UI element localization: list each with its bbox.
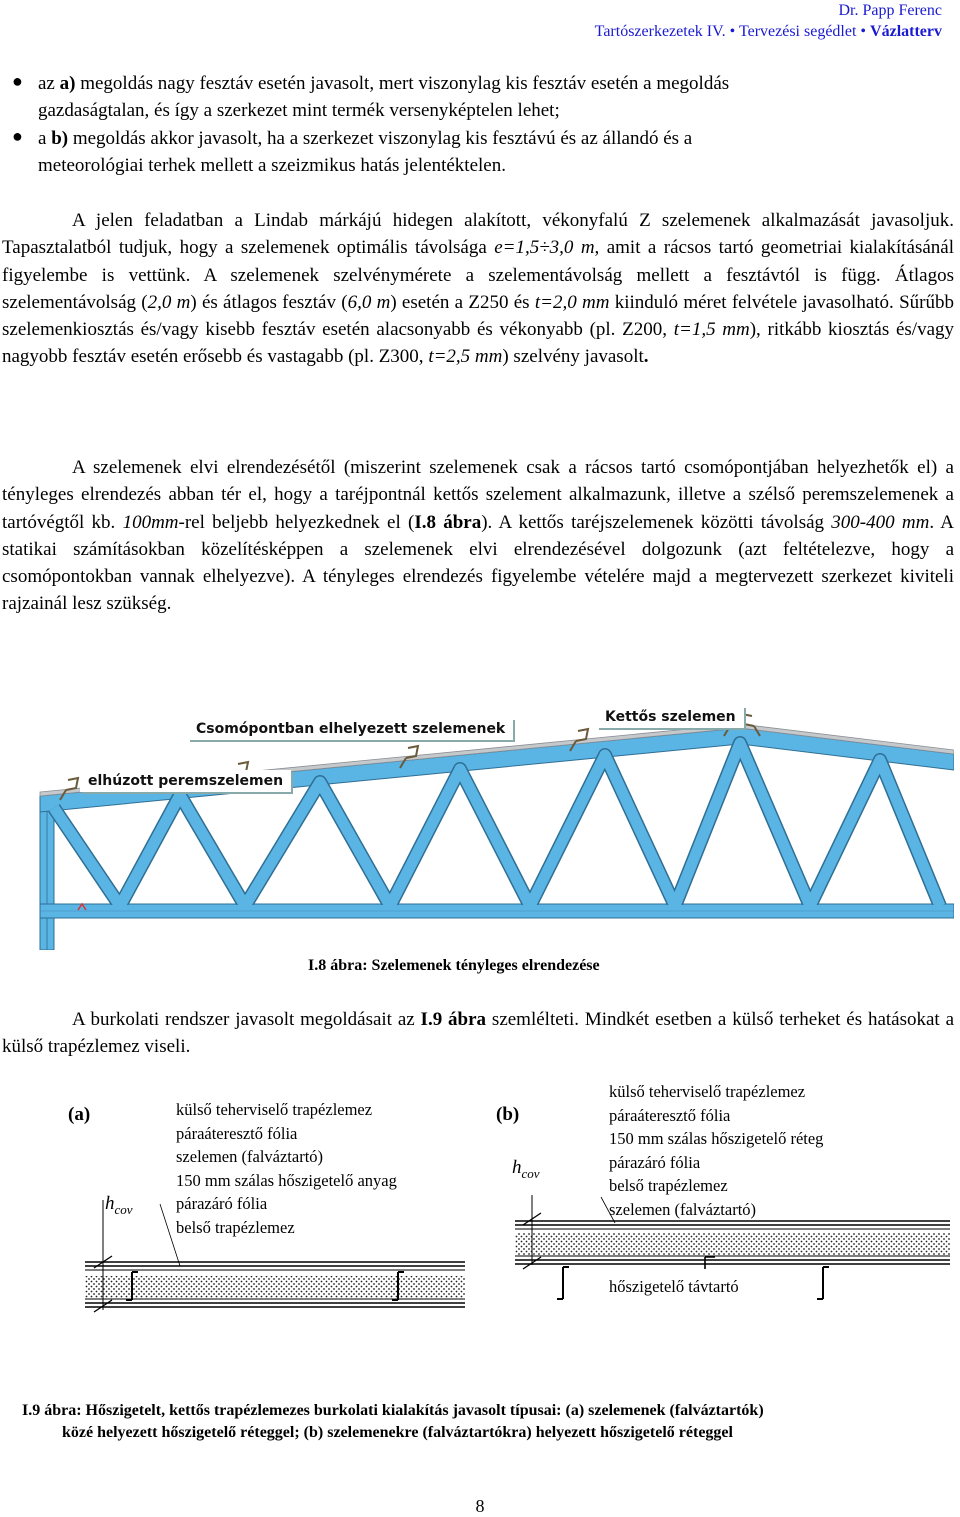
label-node-purlins: Csomópontban elhelyezett szelemenek: [188, 718, 513, 740]
header-author: Dr. Papp Ferenc: [838, 2, 942, 19]
layer-label: páraáteresztő fólia: [609, 1105, 731, 1125]
figure-caption-2-line-1: I.9 ábra: Hőszigetelt, kettős trapézlemezes burkolati kialakítás javasolt típusai: (a) szelemenek (falváztartók): [22, 1402, 764, 1419]
figure-a-tag: (a): [68, 1104, 91, 1125]
label-spacer: hőszigetelő távtartó: [609, 1277, 739, 1296]
bullet-dot: •: [729, 23, 739, 40]
header-course: Tartószerkezetek IV.: [594, 23, 726, 40]
figure-b-hcov: $h_{cov}$: [512, 1157, 540, 1181]
layer-label: szelemen (falváztartó): [609, 1199, 757, 1219]
header-doc-type: Tervezési segédlet: [738, 23, 857, 40]
label-edge-purlin: elhúzott peremszelemen: [80, 770, 291, 792]
label-double-purlin: Kettős szelemen: [597, 706, 744, 728]
layer-label: párazáró fólia: [176, 1194, 268, 1213]
cladding-section-b: [505, 1195, 955, 1315]
page-header: [595, 0, 942, 42]
paragraph-purlin-arrangement: A szelemenek elvi elrendezésétől (miszerint szelemenek csak a rácsos tartó csomópontjában helyezhetők el) a tényleges elrendezés abban tér el, hogy a taréjpontnál kettős szelement alkalmazunk, illetve a szélső peremszelemenek a tartóvégtől kb. 100mm-rel beljebb helyezkednek el (I.8 ábra). A kettős taréjszelemenek közötti távolság 300-400 mm. A statikai számításokban közelítésképpen a szelemenek elvi elrendezésével dolgozunk (azt feltételezve, hogy a csomópontokban vannak elhelyezve). A tényleges elrendezés figyelembe vételére majd a megtervezett szerkezet kiviteli rajzainál lesz szükség.: [2, 457, 955, 615]
purlin-b-2: [817, 1267, 829, 1299]
layer-label: 150 mm szálas hőszigetelő réteg: [609, 1129, 824, 1148]
figure-b-tag: (b): [496, 1104, 520, 1125]
bullet-1-line-1: az a) megoldás nagy fesztáv esetén javasolt, mert viszonylag kis fesztáv esetén a megoldás: [38, 73, 730, 94]
layer-label: belső trapézlemez: [609, 1176, 728, 1195]
figure-caption-2-line-2: közé helyezett hőszigetelő réteggel; (b) szelemenekre (falváztartókra) helyezett hőszigetelő réteggel: [62, 1424, 733, 1441]
purlin-b-1: [557, 1267, 569, 1299]
header-section: Vázlatterv: [870, 23, 942, 40]
figure-a-hcov: $h_{cov}$: [105, 1193, 133, 1217]
layer-label: 150 mm szálas hőszigetelő anyag: [176, 1170, 397, 1190]
bullet-dot: ●: [12, 71, 23, 91]
spacer: [705, 1257, 715, 1269]
layer-label: belső trapézlemez: [176, 1217, 295, 1237]
layer-label: párazáró fólia: [609, 1152, 701, 1172]
layer-label: külső teherviselő trapézlemez: [176, 1100, 373, 1119]
paragraph-purlins-recommendation: A jelen feladatban a Lindab márkájú hidegen alakított, vékonyfalú Z szelemenek alkalmazását javasoljuk. Tapasztalatból tudjuk, hogy a szelemenek optimális távolsága e=1,5÷3,0 m, amit a rácsos tartó geometriai kialakításánál figyelembe is vettünk. A szelemenek szelvénymérete a szelementávolság mellett a fesztávtól is függ. Átlagos szelementávolság (2,0 m) és átlagos fesztáv (6,0 m) esetén a Z250 és t=2,0 mm kiinduló méret felvétele javasolható. Sűrűbb szelemenkiosztás és/vagy kisebb fesztáv esetén alacsonyabb és vékonyabb (pl. Z200, t=1,5 mm), ritkább kiosztás és/vagy nagyobb fesztáv esetén erősebb és vastagabb (pl. Z300, t=2,5 mm) szelvény javasolt.: [2, 210, 955, 368]
header-subtitle: [595, 21, 942, 42]
bullet-2-line-1: a b) megoldás akkor javasolt, ha a szerkezet viszonylag kis fesztávú és az állandó és a: [38, 128, 693, 149]
bullet-dot: •: [860, 23, 871, 40]
figure-caption-1: I.8 ábra: Szelemenek tényleges elrendezése: [308, 957, 600, 974]
bullet-2-line-2: meteorológiai terhek mellett a szeizmikus hatás jelentéktelen.: [38, 155, 506, 176]
page-number: 8: [475, 1496, 485, 1516]
bullet-dot: ●: [12, 126, 23, 146]
layer-label: szelemen (falváztartó): [176, 1147, 324, 1166]
paragraph-cladding: A burkolati rendszer javasolt megoldásait az I.9 ábra szemlélteti. Mindkét esetben a külső terheket és hatásokat a külső trapézlemez viseli.: [2, 1009, 954, 1058]
cladding-section-a: [80, 1200, 470, 1320]
bullet-1-line-2: gazdaságtalan, és így a szerkezet mint termék versenyképtelen lehet;: [38, 100, 560, 121]
layer-label: páraáteresztő fólia: [176, 1123, 298, 1143]
layer-label: külső teherviselő trapézlemez: [609, 1082, 806, 1101]
